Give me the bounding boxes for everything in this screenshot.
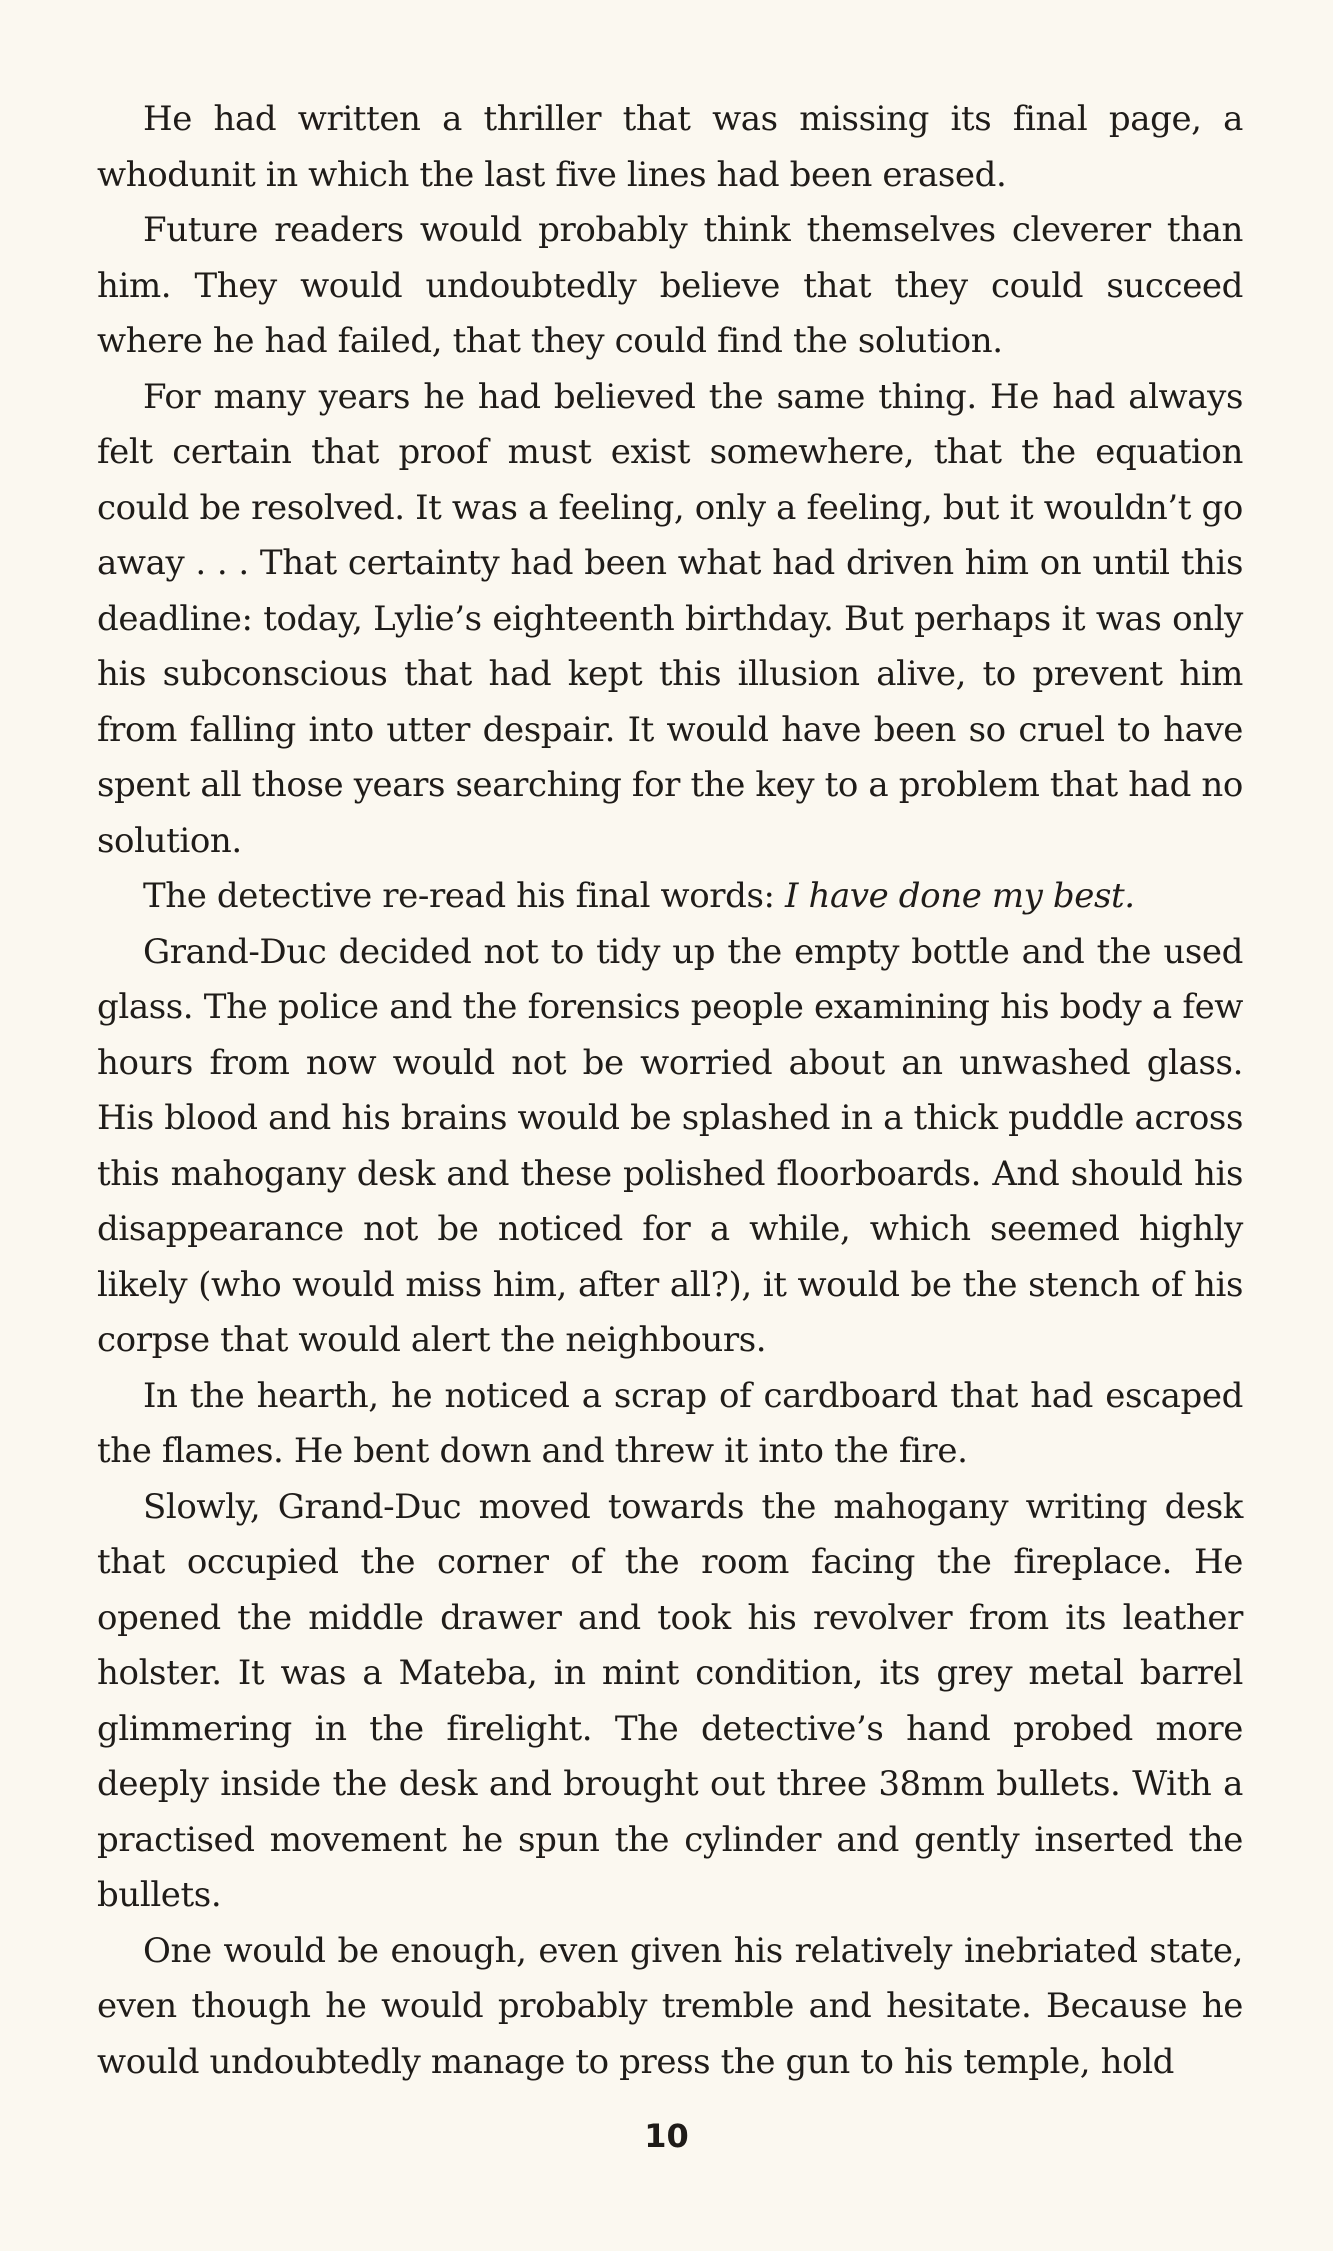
paragraph-1: He had written a thriller that was missing its final page, a whodunit in which the last five lines had been erased. [97,99,1243,195]
paragraph-4-text: The detective re-read his final words: [143,876,786,916]
paragraph-3: For many years he had believed the same thing. He had always felt certain that proof must exist somewhere, that the equation could be resolved. It was a feeling, only a feeling, but it wouldn’t go away . . . That certainty had been what had driven him on until this deadline: today, Lylie’s eighteenth birthday. But perhaps it was only his subconscious that had kept this illusion alive, to prevent him from falling into utter despair. It would have been so cruel to have spent all those years searching for the key to a problem that had no solution. [97,376,1243,861]
page-number: 10 [644,2117,689,2155]
final-words-quote: I have done my best. [785,876,1135,916]
paragraph-2: Future readers would probably think themselves cleverer than him. They would undoubtedly believe that they could succeed where he had failed, that they could find the solution. [97,210,1243,361]
paragraph-6: In the hearth, he noticed a scrap of cardboard that had escaped the flames. He bent down and threw it into the fire. [97,1375,1243,1471]
paragraph-8: One would be enough, even given his relatively inebriated state, even though he would probably tremble and hesitate. Because he would undoubtedly manage to press the gun to his temple, hold [97,1930,1243,2082]
body-text [97,92,1243,2090]
paragraph-7: Slowly, Grand-Duc moved towards the mahogany writing desk that occupied the corner of the room facing the fireplace. He opened the middle drawer and took his revolver from its leather holster. It was a Mateba, in mint condition, its grey metal barrel glimmering in the firelight. The detective’s hand probed more deeply inside the desk and brought out three 38mm bullets. With a practised movement he spun the cylinder and gently inserted the bullets. [97,1486,1243,1915]
paragraph-5: Grand-Duc decided not to tidy up the empty bottle and the used glass. The police and the forensics people examining his body a few hours from now would not be worried about an unwashed glass. His blood and his brains would be splashed in a thick puddle across this mahogany desk and these polished floorboards. And should his disappearance not be noticed for a while, which seemed highly likely (who would miss him, after all?), it would be the stench of his corpse that would alert the neighbours. [97,931,1243,1360]
paragraph-4 [97,869,1243,925]
